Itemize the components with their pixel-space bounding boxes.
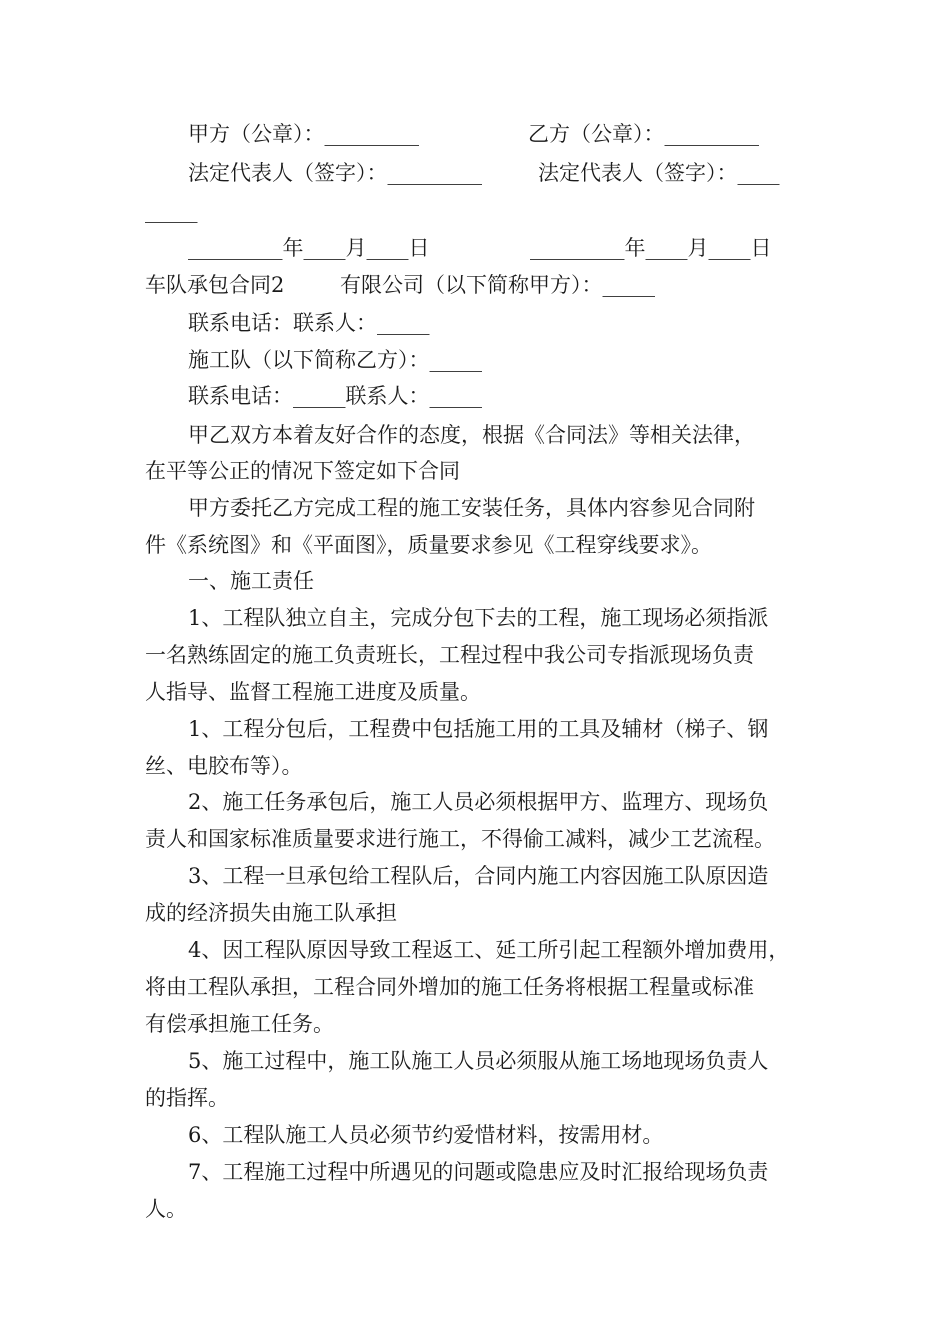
clause-line: 1、工程队独立自主，完成分包下去的工程，施工现场必须指派: [188, 606, 769, 630]
party-b-line: 施工队（以下简称乙方）：_____: [188, 348, 482, 372]
clause-line: 6、工程队施工人员必须节约爱惜材料，按需用材。: [188, 1123, 664, 1147]
preamble-line-2: 在平等公正的情况下签定如下合同: [145, 459, 460, 483]
clause-line: 3、工程一旦承包给工程队后，合同内施工内容因施工队原因造: [188, 864, 769, 888]
clause-line: 7、工程施工过程中所遇见的问题或隐患应及时汇报给现场负责: [188, 1160, 769, 1184]
clause-line: 成的经济损失由施工队承担: [145, 901, 397, 925]
clause-line: 1、工程分包后，工程费中包括施工用的工具及辅材（梯子、钢: [188, 717, 769, 741]
clause-line: 人指导、监督工程施工进度及质量。: [145, 680, 481, 704]
section1-title: 一、施工责任: [188, 569, 314, 593]
party-b-contact: 联系电话：_____联系人：_____: [188, 384, 482, 408]
clause-line: 将由工程队承担，工程合同外增加的施工任务将根据工程量或标准: [145, 975, 754, 999]
clause-line: 4、因工程队原因导致工程返工、延工所引起工程额外增加费用，: [188, 938, 790, 962]
party-a-contact: 联系电话：联系人：_____: [188, 311, 430, 335]
signature-row-date: [188, 230, 828, 267]
contract2-party-a: 有限公司（以下简称甲方）：_____: [340, 273, 655, 297]
clause-line: 2、施工任务承包后，施工人员必须根据甲方、监理方、现场负: [188, 790, 769, 814]
scope-line-1: 甲方委托乙方完成工程的施工安装任务，具体内容参见合同附: [188, 496, 755, 520]
clause-line: 责人和国家标准质量要求进行施工，不得偷工减料，减少工艺流程。: [145, 827, 775, 851]
clause-line: 丝、电胶布等）。: [145, 754, 303, 778]
scope-line-2: 件《系统图》和《平面图》，质量要求参见《工程穿线要求》。: [145, 533, 712, 557]
preamble-line-1: 甲乙双方本着友好合作的态度，根据《合同法》等相关法律，: [188, 423, 755, 447]
clause-line: 的指挥。: [145, 1086, 229, 1110]
date-a: _________年____月____日: [188, 236, 430, 260]
clause-line: 一名熟练固定的施工负责班长，工程过程中我公司专指派现场负责: [145, 643, 754, 667]
party-b-rep-end: _____: [145, 199, 198, 223]
contract2-title-row: [145, 267, 825, 304]
clause-line: 有偿承担施工任务。: [145, 1012, 334, 1036]
party-b-seal: 乙方（公章）：_________: [528, 122, 759, 146]
contract2-title: 车队承包合同2: [145, 273, 285, 297]
clause-line: 人。: [145, 1197, 187, 1221]
party-a-seal: 甲方（公章）：_________: [188, 122, 419, 146]
clause-line: 5、施工过程中，施工队施工人员必须服从施工场地现场负责人: [188, 1049, 769, 1073]
signature-row-seal: [188, 116, 828, 153]
signature-row-rep: [188, 155, 828, 192]
party-b-rep-start: 法定代表人（签字）：____: [538, 161, 780, 185]
date-b: _________年____月____日: [530, 236, 772, 260]
party-a-rep: 法定代表人（签字）：_________: [188, 161, 482, 185]
